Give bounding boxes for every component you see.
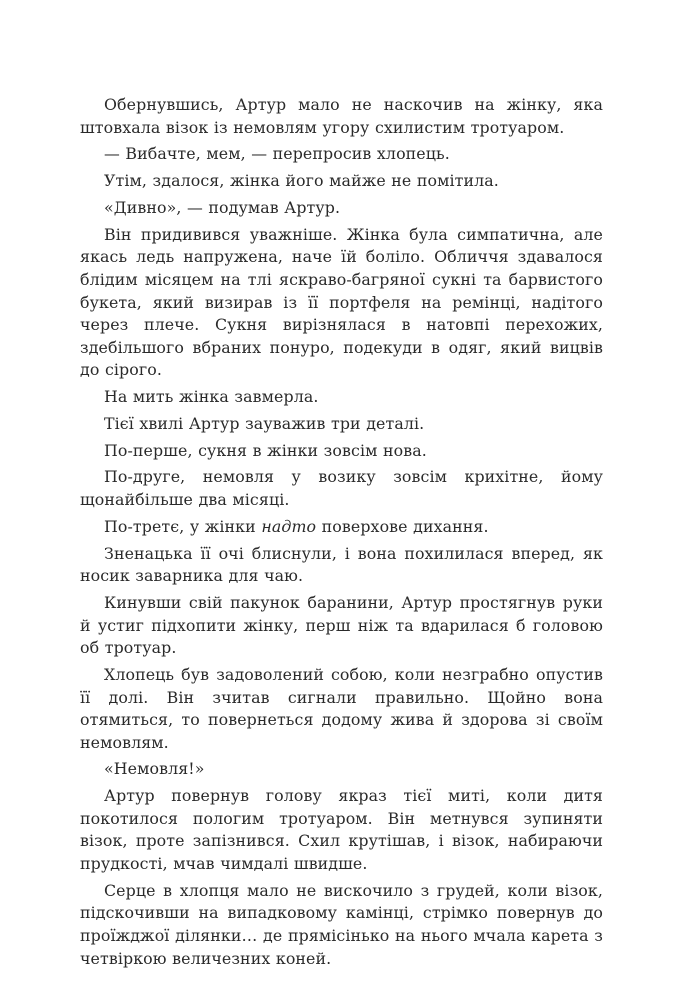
body-text	[80, 94, 603, 974]
paragraph: По-перше, сукня в жінки зовсім нова.	[104, 440, 427, 460]
paragraph: «Немовля!»	[104, 759, 205, 779]
paragraph: Він придивився уважніше. Жінка була симпатична, але якась ледь напружена, наче їй боліло. Обличчя здавалося блідим місяцем на тлі яскраво-багряної сукні та барвистого букета, який визирав із її портфеля на ремінці, надітого через плече. Сукня вирізнялася в натовпі перехожих, здебільшого вбраних понуро, подекуди в одяг, який вицвів до сірого.	[80, 224, 603, 380]
paragraph: На мить жінка завмерла.	[104, 387, 319, 407]
paragraph: «Дивно», — подумав Артур.	[104, 197, 341, 217]
emphasized-word: надто	[261, 516, 317, 536]
paragraph: Зненацька її очі блиснули, і вона похилилася вперед, як носик заварника для чаю.	[80, 543, 603, 586]
paragraph: Обернувшись, Артур мало не наскочив на жінку, яка штовхала візок із немовлям угору схилистим тротуаром.	[80, 95, 603, 137]
paragraph	[80, 516, 603, 539]
paragraph-text: По-третє, у жінки	[104, 516, 262, 536]
paragraph: Артур повернув голову якраз тієї миті, коли дитя покотилося пологим тротуаром. Він метнувся зупиняти візок, проте запізнився. Схил крутішав, і візок, набираючи прудкості, мчав чимдалі швидше.	[80, 786, 603, 874]
paragraph: — Вибачте, мем, — перепросив хлопець.	[104, 144, 450, 164]
paragraph: По-друге, немовля у возику зовсім крихітне, йому щонайбільше два місяці.	[80, 467, 603, 509]
paragraph-text: поверхове дихання.	[316, 516, 489, 536]
paragraph: Утім, здалося, жінка його майже не помітила.	[104, 171, 499, 191]
paragraph: Хлопець був задоволений собою, коли незграбно опустив її долі. Він зчитав сигнали правильно. Щойно вона отямиться, то повернеться додому жива й здорова зі своїм немовлям.	[80, 664, 603, 752]
paragraph: Тієї хвилі Артур зауважив три деталі.	[104, 413, 425, 433]
paragraph: Серце в хлопця мало не вискочило з грудей, коли візок, підскочивши на випадковому камінці, стрімко повернув до проїжджої ділянки… де прямісінько на нього мчала карета з четвіркою величезних коней.	[80, 880, 603, 968]
paragraph: Кинувши свій пакунок баранини, Артур простягнув руки й устиг підхопити жінку, перш ніж та вдарилася б головою об тротуар.	[80, 592, 603, 658]
